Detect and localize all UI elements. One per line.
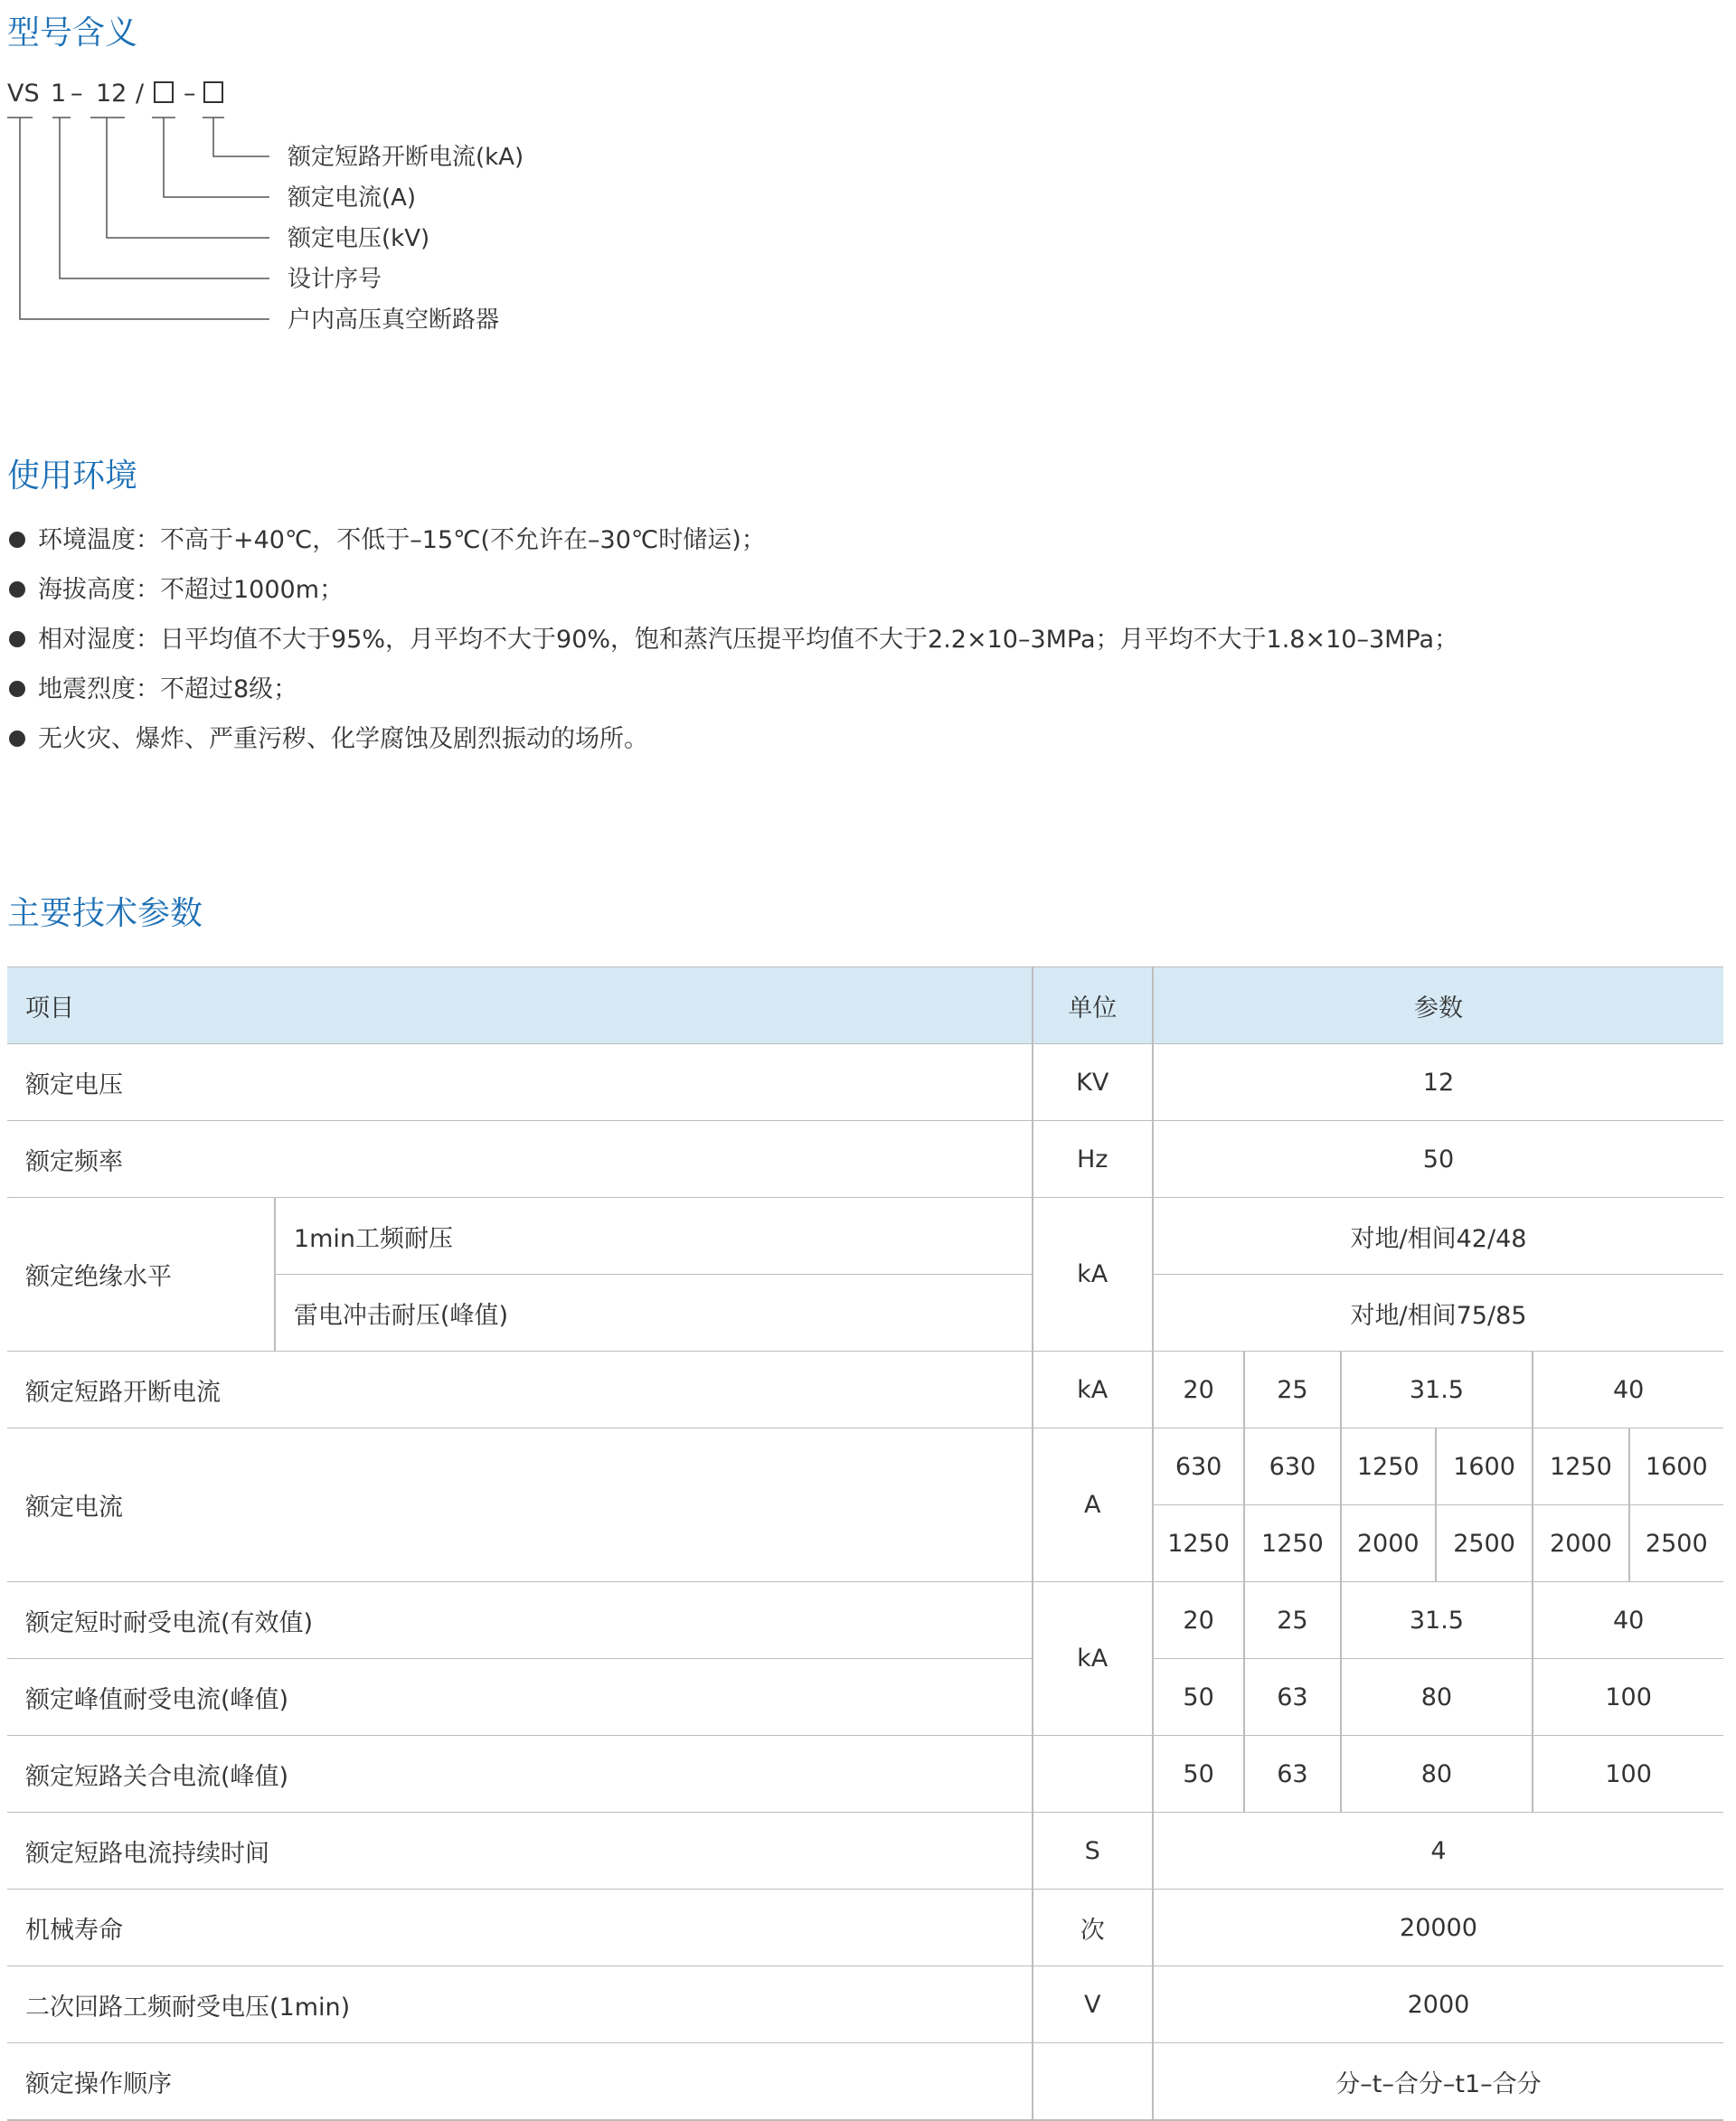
table-row <box>7 2043 1723 2121</box>
model-label-voltage: 额定电压(kV) <box>288 225 430 252</box>
section-title-params: 主要技术参数 <box>7 895 203 932</box>
row-label: 额定短路电流持续时间 <box>7 1813 1033 1890</box>
table-row <box>7 1428 1723 1505</box>
header-item: 项目 <box>7 967 1033 1044</box>
table-row <box>7 1890 1723 1966</box>
model-code-voltage: 12 <box>96 80 127 108</box>
table-row <box>7 1966 1723 2043</box>
table-row <box>7 1659 1723 1736</box>
row-label: 额定绝缘水平 <box>7 1198 275 1352</box>
row-value: 1600 <box>1436 1428 1533 1505</box>
list-item <box>9 622 1458 672</box>
row-value: 1250 <box>1341 1428 1436 1505</box>
row-label: 额定操作顺序 <box>7 2043 1033 2121</box>
row-unit: 次 <box>1033 1890 1153 1966</box>
header-param: 参数 <box>1153 967 1723 1044</box>
row-value: 1600 <box>1629 1428 1723 1505</box>
model-label-current: 额定电流(A) <box>288 184 417 212</box>
row-label: 额定短路开断电流 <box>7 1352 1033 1428</box>
row-label: 额定电流 <box>7 1428 1033 1582</box>
env-item-text: 海拔高度：不超过1000m； <box>38 576 344 604</box>
row-value: 50 <box>1153 1121 1723 1198</box>
row-label: 二次回路工频耐受电压(1min) <box>7 1966 1033 2043</box>
row-label: 额定短时耐受电流(有效值) <box>7 1582 1033 1659</box>
row-value: 25 <box>1244 1352 1340 1428</box>
bullet-icon <box>9 681 25 697</box>
row-value: 80 <box>1341 1659 1533 1736</box>
table-row <box>7 1121 1723 1198</box>
model-label-breaking: 额定短路开断电流(kA) <box>288 144 524 171</box>
env-item-text: 环境温度：不高于+40℃，不低于–15℃(不允许在–30℃时储运)； <box>38 526 766 554</box>
row-unit <box>1033 1736 1153 1813</box>
row-value: 80 <box>1341 1736 1533 1813</box>
row-value: 630 <box>1153 1428 1244 1505</box>
row-unit: kA <box>1033 1352 1153 1428</box>
row-value: 2000 <box>1153 1966 1723 2043</box>
row-unit: Hz <box>1033 1121 1153 1198</box>
row-value: 2500 <box>1629 1505 1723 1582</box>
row-value: 20000 <box>1153 1890 1723 1966</box>
row-unit: KV <box>1033 1044 1153 1121</box>
row-value: 25 <box>1244 1582 1340 1659</box>
section-title-model: 型号含义 <box>7 14 138 52</box>
bullet-icon <box>9 631 25 647</box>
row-label: 额定电压 <box>7 1044 1033 1121</box>
model-code-dash-2: – <box>184 80 196 108</box>
row-value: 31.5 <box>1341 1582 1533 1659</box>
params-table <box>7 966 1723 2121</box>
model-code-prefix: VS <box>7 80 40 108</box>
env-item-text: 相对湿度：日平均值不大于95%，月平均不大于90%，饱和蒸汽压提平均值不大于2.2×10–3MPa；月平均不大于1.8×10–3MPa； <box>38 626 1459 654</box>
header-unit: 单位 <box>1033 967 1153 1044</box>
row-value: 对地/相间75/85 <box>1153 1275 1723 1352</box>
model-label-seq: 设计序号 <box>288 266 382 293</box>
row-value: 31.5 <box>1341 1352 1533 1428</box>
row-label: 额定频率 <box>7 1121 1033 1198</box>
row-value: 2500 <box>1436 1505 1533 1582</box>
row-unit: V <box>1033 1966 1153 2043</box>
row-value: 1250 <box>1153 1505 1244 1582</box>
model-code-breaking-box <box>204 82 222 102</box>
env-item-text: 地震烈度：不超过8级； <box>38 675 298 703</box>
row-value: 4 <box>1153 1813 1723 1890</box>
row-unit: S <box>1033 1813 1153 1890</box>
table-row <box>7 1044 1723 1121</box>
row-label: 额定短路关合电流(峰值) <box>7 1736 1033 1813</box>
row-value: 1250 <box>1244 1505 1340 1582</box>
row-value: 对地/相间42/48 <box>1153 1198 1723 1275</box>
model-code-current-box <box>155 82 173 102</box>
model-code-seq: 1 <box>51 80 67 108</box>
list-item <box>9 572 1458 622</box>
row-value: 12 <box>1153 1044 1723 1121</box>
leader-line-breaking <box>213 118 269 156</box>
row-unit: kA <box>1033 1582 1153 1736</box>
model-code-dash: – <box>71 80 83 108</box>
row-unit: A <box>1033 1428 1153 1582</box>
leader-line-seq <box>60 118 269 278</box>
row-value: 630 <box>1244 1428 1340 1505</box>
row-value: 40 <box>1533 1352 1723 1428</box>
table-row <box>7 1813 1723 1890</box>
row-label: 机械寿命 <box>7 1890 1033 1966</box>
env-list <box>9 523 1458 771</box>
section-title-env: 使用环境 <box>7 457 138 495</box>
list-item <box>9 672 1458 721</box>
bullet-icon <box>9 532 25 548</box>
row-value: 63 <box>1244 1736 1340 1813</box>
row-sublabel: 1min工频耐压 <box>275 1198 1033 1275</box>
env-item-text: 无火灾、爆炸、严重污秽、化学腐蚀及剧烈振动的场所。 <box>38 725 648 753</box>
row-value: 1250 <box>1533 1428 1628 1505</box>
table-header-row <box>7 967 1723 1044</box>
row-value: 100 <box>1533 1736 1723 1813</box>
row-value: 100 <box>1533 1659 1723 1736</box>
row-value: 50 <box>1153 1736 1244 1813</box>
list-item <box>9 721 1458 771</box>
row-value: 40 <box>1533 1582 1723 1659</box>
leader-line-current <box>164 118 269 197</box>
model-code-slash: / <box>136 80 145 108</box>
row-sublabel: 雷电冲击耐压(峰值) <box>275 1275 1033 1352</box>
row-unit <box>1033 2043 1153 2121</box>
row-value: 63 <box>1244 1659 1340 1736</box>
table-row <box>7 1736 1723 1813</box>
row-label: 额定峰值耐受电流(峰值) <box>7 1659 1033 1736</box>
model-label-type: 户内高压真空断路器 <box>288 306 500 334</box>
bullet-icon <box>9 731 25 747</box>
row-value: 50 <box>1153 1659 1244 1736</box>
list-item <box>9 523 1458 572</box>
row-value: 分–t–合分–t1–合分 <box>1153 2043 1723 2121</box>
table-row <box>7 1352 1723 1428</box>
bullet-icon <box>9 581 25 598</box>
table-row <box>7 1582 1723 1659</box>
row-unit: kA <box>1033 1198 1153 1352</box>
row-value: 2000 <box>1533 1505 1628 1582</box>
row-value: 20 <box>1153 1352 1244 1428</box>
row-value: 20 <box>1153 1582 1244 1659</box>
model-code-diagram <box>0 72 723 362</box>
table-row <box>7 1198 1723 1275</box>
leader-line-type <box>20 118 269 319</box>
leader-line-voltage <box>107 118 269 238</box>
row-value: 2000 <box>1341 1505 1436 1582</box>
